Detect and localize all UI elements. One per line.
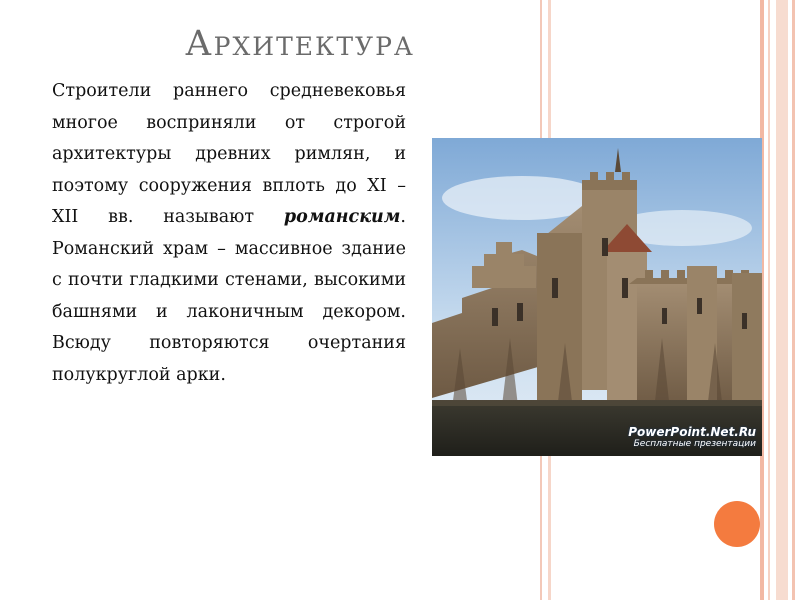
watermark-caption: Бесплатные презентации <box>633 439 756 449</box>
watermark <box>628 426 756 450</box>
decor-circle <box>714 501 760 547</box>
castle-illustration <box>432 138 762 456</box>
body-text <box>52 76 406 391</box>
body-text-part: . Романский храм – массивное здание с почти гладкими стенами, высокими башнями и лаконичным декором. Всюду повторяются очертания полукруглой арки. <box>52 207 406 385</box>
castle-photo <box>432 138 762 456</box>
slide-title: Архитектура <box>185 24 415 64</box>
decor-stripe <box>776 0 788 600</box>
emphasis-term: романским <box>283 207 401 227</box>
decor-stripe <box>792 0 795 600</box>
body-text-part: Строители раннего средневековья многое восприняли от строгой архитектуры древних римлян, и поэтому сооружения вплоть до XI – XII вв. называют <box>52 81 406 227</box>
watermark-site: PowerPoint.Net.Ru <box>628 425 756 439</box>
decor-stripe <box>768 0 770 600</box>
